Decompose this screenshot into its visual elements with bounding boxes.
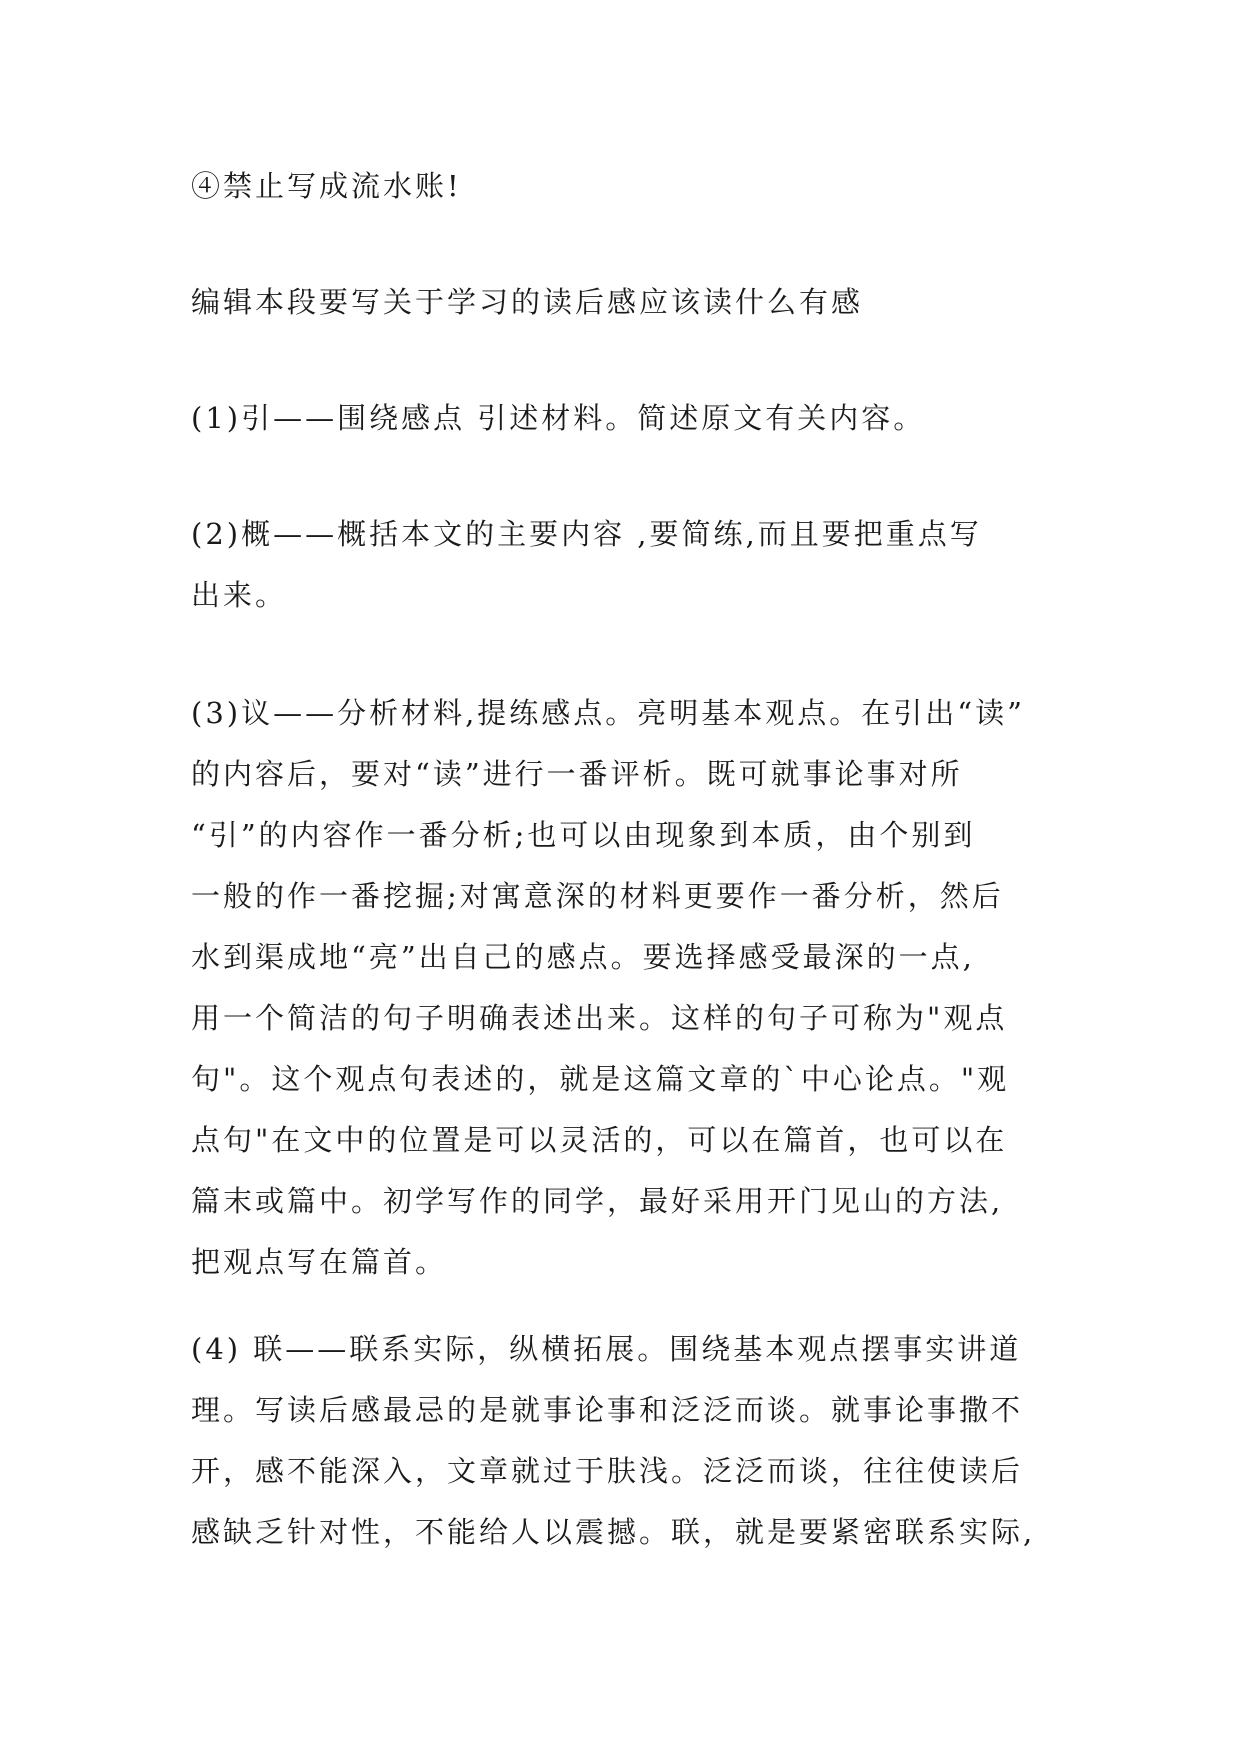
text-line: 编辑本段要写关于学习的读后感应该读什么有感 — [191, 285, 864, 319]
text-line: 感缺乏针对性，不能给人以震撼。联，就是要紧密联系实际, — [191, 1515, 1036, 1549]
text-line: 用一个简洁的句子明确表述出来。这样的句子可称为"观点 — [191, 1001, 1008, 1035]
paragraph-step-4 — [191, 1319, 1071, 1563]
text-line: 篇末或篇中。初学写作的同学，最好采用开门见山的方法, — [191, 1184, 1004, 1218]
text-line: 把观点写在篇首。 — [191, 1245, 448, 1279]
text-line: 的内容后，要对“读”进行一番评析。既可就事论事对所 — [191, 757, 963, 791]
paragraph-step-2 — [191, 504, 1071, 626]
paragraph-rule-4 — [191, 156, 1071, 217]
text-line: “引”的内容作一番分析;也可以由现象到本质，由个别到 — [191, 818, 976, 852]
text-line: 句"。这个观点句表述的，就是这篇文章的`中心论点。"观 — [191, 1062, 1010, 1096]
paragraph-step-1 — [191, 388, 1071, 449]
text-line: 理。写读后感最忌的是就事论事和泛泛而谈。就事论事撒不 — [191, 1393, 1024, 1427]
text-line: 开，感不能深入，文章就过于肤浅。泛泛而谈，往往使读后 — [191, 1454, 1024, 1488]
text-line: (3)议——分析材料,提练感点。亮明基本观点。在引出“读” — [191, 696, 1025, 730]
text-line: (1)引——围绕感点 引述材料。简述原文有关内容。 — [191, 401, 926, 435]
paragraph-step-3 — [191, 683, 1071, 1293]
text-line: (2)概——概括本文的主要内容 ,要简练,而且要把重点写 — [191, 517, 982, 551]
text-line: ④禁止写成流水账! — [191, 169, 462, 203]
text-line: 出来。 — [191, 578, 288, 612]
text-line: (4) 联——联系实际，纵横拓展。围绕基本观点摆事实讲道 — [191, 1332, 1022, 1366]
text-line: 一般的作一番挖掘;对寓意深的材料更要作一番分析，然后 — [191, 879, 1004, 913]
section-heading — [191, 272, 1071, 333]
text-line: 水到渠成地“亮”出自己的感点。要选择感受最深的一点, — [191, 940, 975, 974]
text-line: 点句"在文中的位置是可以灵活的，可以在篇首，也可以在 — [191, 1123, 1008, 1157]
